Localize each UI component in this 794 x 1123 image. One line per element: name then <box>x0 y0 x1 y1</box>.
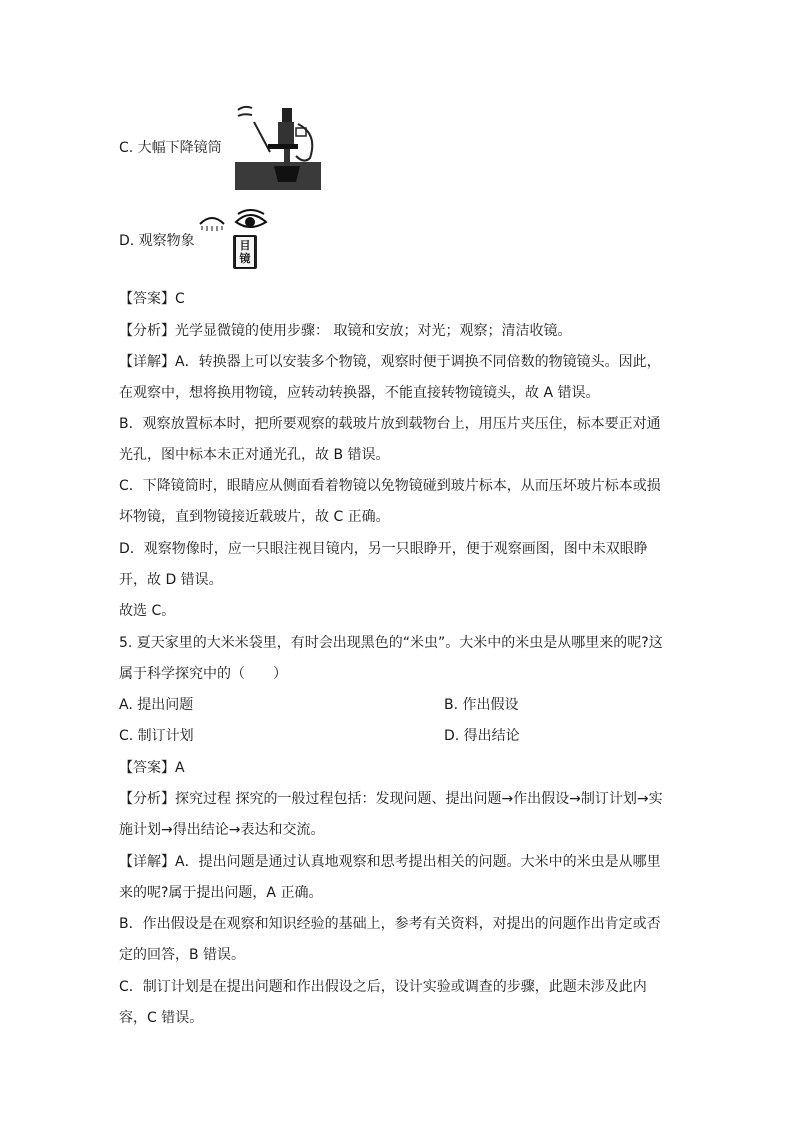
q4-detail-line: B．观察放置标本时，把所要观察的载玻片放到载物台上，用压片夹压住，标本要正对通 <box>119 416 661 432</box>
option-d-prev: D. 观察物象 <box>119 233 195 249</box>
q4-detail-line: 坏物镜，直到物镜接近载玻片，故 C 正确。 <box>119 509 390 525</box>
q5-detail-line: 来的呢?属于提出问题，A 正确。 <box>119 885 323 901</box>
q5-answer: 【答案】A <box>119 760 185 776</box>
q4-detail-line: 在观察中，想将换用物镜，应转动转换器，不能直接转物镜镜头，故 A 错误。 <box>119 385 600 401</box>
q5-detail-line: B．作出假设是在观察和知识经验的基础上，参考有关资料，对提出的问题作出肯定或否 <box>119 916 661 932</box>
q5-detail-line: C．制订计划是在提出问题和作出假设之后，设计实验或调查的步骤，此题未涉及此内 <box>119 979 647 995</box>
eyepiece-icon <box>233 235 257 269</box>
q5-option-b: B. 作出假设 <box>444 697 519 713</box>
q5-analysis-line: 施计划→得出结论→表达和交流。 <box>119 822 325 838</box>
eyepiece-label-bottom: 镜 <box>239 252 251 265</box>
q4-conclusion: 故选 C。 <box>119 603 176 619</box>
q5-analysis-line: 【分析】探究过程 探究的一般过程包括：发现问题、提出问题→作出假设→制订计划→实 <box>119 791 663 807</box>
eyes-observation-figure <box>198 208 270 232</box>
q5-stem-line: 5. 夏天家里的大米米袋里，有时会出现黑色的“米虫”。大米中的米虫是从哪里来的呢?这 <box>119 635 663 651</box>
q4-detail-line: 光孔，图中标本未正对通光孔，故 B 错误。 <box>119 447 390 463</box>
q4-detail-line: C．下降镜筒时，眼睛应从侧面看着物镜以免物镜碰到玻片标本，从而压坏玻片标本或损 <box>119 478 661 494</box>
q5-stem-line: 属于科学探究中的（ ） <box>119 666 287 682</box>
q4-answer: 【答案】C <box>119 291 185 307</box>
q4-detail-line: 【详解】A．转换器上可以安装多个物镜，观察时便于调换不同倍数的物镜镜头。因此， <box>119 354 661 370</box>
q5-detail-line: 定的回答，B 错误。 <box>119 947 246 963</box>
q5-detail-line: 【详解】A．提出问题是通过认真地观察和思考提出相关的问题。大米中的米虫是从哪里 <box>119 854 661 870</box>
eyepiece-label-top: 目 <box>239 239 251 252</box>
q5-option-d: D. 得出结论 <box>444 728 520 744</box>
q4-detail-line: 开，故 D 错误。 <box>119 572 223 588</box>
q4-analysis: 【分析】光学显微镜的使用步骤： 取镜和安放；对光；观察；清洁收镜。 <box>119 323 572 339</box>
microscope-lowering-figure <box>234 104 322 192</box>
q5-option-c: C. 制订计划 <box>119 728 194 744</box>
q5-option-a: A. 提出问题 <box>119 697 194 713</box>
q4-detail-line: D．观察物像时，应一只眼注视目镜内，另一只眼睁开，便于观察画图，图中未双眼睁 <box>119 541 648 557</box>
option-c-prev: C. 大幅下降镜筒 <box>119 140 222 156</box>
q5-detail-line: 容，C 错误。 <box>119 1010 204 1026</box>
